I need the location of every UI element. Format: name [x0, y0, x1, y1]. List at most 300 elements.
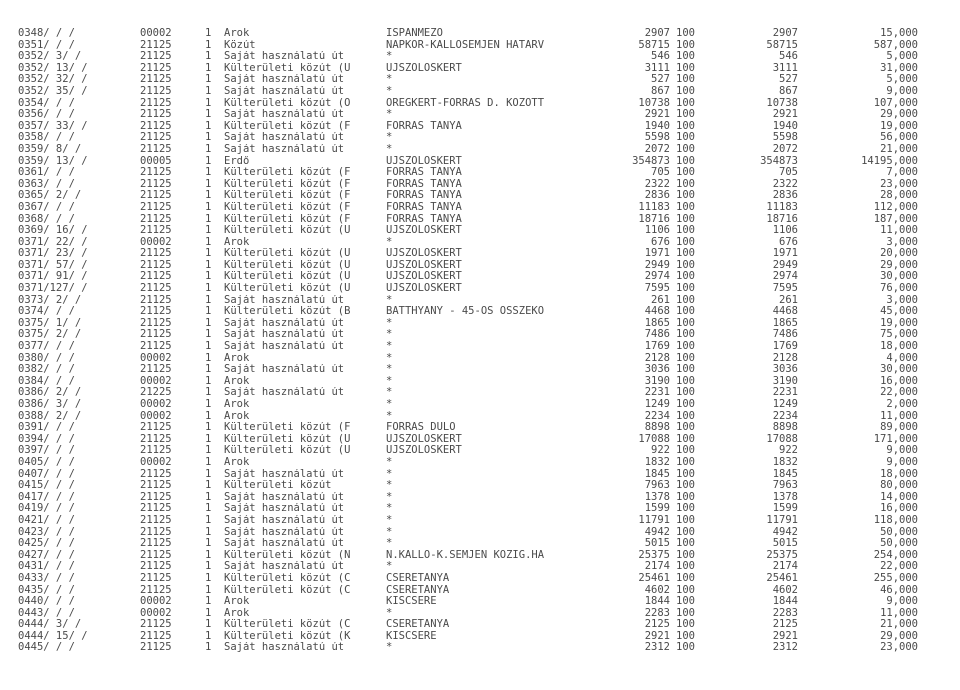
count: 1 — [205, 583, 212, 596]
location-name: * — [386, 399, 393, 410]
land-use-description: Külterületi közút (F — [224, 201, 351, 213]
area-value: 1249 — [644, 398, 670, 410]
parcel-number: 0368/ / / — [18, 212, 75, 225]
share-percent: 100 — [676, 73, 695, 86]
area-value: 25375 — [638, 548, 670, 561]
table-row — [0, 596, 960, 608]
area-share-value: 1599 — [772, 502, 798, 515]
count: 1 — [205, 351, 212, 364]
area-value: 922 — [651, 444, 670, 457]
share-percent: 100 — [676, 479, 695, 492]
table-row — [0, 399, 960, 411]
share-percent: 100 — [676, 513, 695, 526]
category-code: 21125 — [140, 61, 172, 74]
parcel-number: 0365/ 2/ / — [18, 189, 82, 202]
share-percent: 100 — [676, 142, 695, 155]
area-share-value: 3111 — [772, 61, 798, 74]
area-value: 11791 — [638, 513, 670, 526]
share-percent: 100 — [676, 525, 695, 538]
category-code: 21125 — [140, 177, 172, 190]
location-name: ÚJSZŐLŐSKERT — [386, 248, 462, 260]
land-use-description: Saját használatú út — [224, 561, 345, 573]
location-name: ÚJSZŐLŐSKERT — [386, 225, 462, 237]
assessed-value: 45,000 — [880, 305, 918, 318]
parcel-number: 0391/ / / — [18, 421, 75, 434]
area-share-value: 5015 — [772, 537, 798, 550]
location-name: FORRÁS TANYA — [386, 201, 462, 213]
area-value: 2072 — [644, 142, 670, 155]
parcel-number: 0358/ / / — [18, 131, 75, 144]
share-percent: 100 — [676, 177, 695, 190]
parcel-number: 0369/ 16/ / — [18, 224, 88, 237]
share-percent: 100 — [676, 374, 695, 387]
category-code: 21125 — [140, 119, 172, 132]
area-share-value: 1832 — [772, 455, 798, 468]
land-use-description: Saját használatú út — [224, 329, 345, 341]
assessed-value: 29,000 — [880, 108, 918, 121]
count: 1 — [205, 212, 212, 225]
parcel-number: 0375/ 1/ / — [18, 316, 82, 329]
assessed-value: 89,000 — [880, 421, 918, 434]
area-share-value: 2072 — [772, 142, 798, 155]
location-name: * — [386, 236, 393, 248]
parcel-number: 0421/ / / — [18, 513, 75, 526]
count: 1 — [205, 119, 212, 132]
category-code: 00002 — [140, 235, 172, 248]
share-percent: 100 — [676, 444, 695, 457]
land-use-description: Külterületi közút (F — [224, 167, 351, 179]
parcel-number: 0371/ 57/ / — [18, 258, 88, 271]
assessed-value: 187,000 — [873, 212, 918, 225]
land-use-description: Külterületi közút (Ü — [224, 283, 351, 295]
area-value: 2174 — [644, 560, 670, 573]
share-percent: 100 — [676, 166, 695, 179]
area-share-value: 1940 — [772, 119, 798, 132]
land-use-description: Saját használatú út — [224, 109, 345, 121]
area-value: 17088 — [638, 432, 670, 445]
parcel-number: 0361/ / / — [18, 166, 75, 179]
category-code: 21125 — [140, 548, 172, 561]
parcel-number: 0371/ 22/ / — [18, 235, 88, 248]
location-name: * — [386, 642, 393, 654]
location-name: * — [386, 514, 393, 526]
location-name: CSERETANYA — [386, 619, 450, 631]
table-row — [0, 283, 960, 295]
land-use-description: Külterületi közút (K — [224, 630, 351, 642]
area-value: 2921 — [644, 108, 670, 121]
location-name: * — [386, 329, 393, 341]
area-value: 11183 — [638, 200, 670, 213]
parcel-number: 0357/ 33/ / — [18, 119, 88, 132]
land-use-description: Árok — [224, 375, 250, 387]
category-code: 21125 — [140, 444, 172, 457]
parcel-number: 0371/127/ / — [18, 282, 88, 295]
share-percent: 100 — [676, 467, 695, 480]
location-name: ÚJSZŐLŐSKERT — [386, 155, 462, 167]
area-value: 7595 — [644, 282, 670, 295]
land-use-description: Saját használatú út — [224, 85, 345, 97]
share-percent: 100 — [676, 200, 695, 213]
land-use-description: Saját használatú út — [224, 132, 345, 144]
area-value: 2128 — [644, 351, 670, 364]
share-percent: 100 — [676, 583, 695, 596]
land-use-description: Saját használatú út — [224, 51, 345, 63]
area-value: 1769 — [644, 340, 670, 353]
category-code: 00002 — [140, 455, 172, 468]
count: 1 — [205, 84, 212, 97]
share-percent: 100 — [676, 84, 695, 97]
count: 1 — [205, 455, 212, 468]
location-name: ÚJSZŐLŐSKERT — [386, 445, 462, 457]
parcel-number: 0419/ / / — [18, 502, 75, 515]
category-code: 00002 — [140, 374, 172, 387]
area-value: 1844 — [644, 595, 670, 608]
share-percent: 100 — [676, 224, 695, 237]
location-name: * — [386, 456, 393, 468]
parcel-number: 0354/ / / — [18, 96, 75, 109]
area-share-value: 1106 — [772, 224, 798, 237]
category-code: 21125 — [140, 247, 172, 260]
share-percent: 100 — [676, 247, 695, 260]
parcel-number: 0433/ / / — [18, 571, 75, 584]
assessed-value: 11,000 — [880, 606, 918, 619]
parcel-number: 0417/ / / — [18, 490, 75, 503]
category-code: 21125 — [140, 513, 172, 526]
location-name: ÖREGKERT-FORRÁS D. KÖZÖTT — [386, 97, 545, 109]
count: 1 — [205, 525, 212, 538]
table-row — [0, 457, 960, 469]
parcel-number: 0440/ / / — [18, 595, 75, 608]
area-share-value: 2921 — [772, 629, 798, 642]
area-share-value: 11791 — [766, 513, 798, 526]
share-percent: 100 — [676, 212, 695, 225]
category-code: 00002 — [140, 595, 172, 608]
count: 1 — [205, 479, 212, 492]
land-use-description: Külterületi közút (F — [224, 178, 351, 190]
area-value: 3190 — [644, 374, 670, 387]
parcel-number: 0444/ 15/ / — [18, 629, 88, 642]
land-use-description: Saját használatú út — [224, 642, 345, 654]
location-name: * — [386, 526, 393, 538]
share-percent: 100 — [676, 61, 695, 74]
count: 1 — [205, 293, 212, 306]
area-share-value: 8898 — [772, 421, 798, 434]
location-name: ÚJSZŐLŐSKERT — [386, 62, 462, 74]
table-row — [0, 642, 960, 654]
land-use-description: Árok — [224, 410, 250, 422]
land-use-description: Külterületi közút (C — [224, 584, 351, 596]
assessed-value: 9,000 — [886, 455, 918, 468]
category-code: 21125 — [140, 84, 172, 97]
category-code: 21125 — [140, 258, 172, 271]
count: 1 — [205, 258, 212, 271]
assessed-value: 80,000 — [880, 479, 918, 492]
share-percent: 100 — [676, 548, 695, 561]
count: 1 — [205, 61, 212, 74]
land-use-description: Külterületi közút (Ü — [224, 433, 351, 445]
area-value: 2974 — [644, 270, 670, 283]
count: 1 — [205, 432, 212, 445]
parcel-number: 0367/ / / — [18, 200, 75, 213]
area-value: 8898 — [644, 421, 670, 434]
assessed-value: 22,000 — [880, 560, 918, 573]
area-share-value: 10738 — [766, 96, 798, 109]
parcel-number: 0377/ / / — [18, 340, 75, 353]
location-name: FORRÁS TANYA — [386, 178, 462, 190]
area-share-value: 2921 — [772, 108, 798, 121]
count: 1 — [205, 571, 212, 584]
area-value: 5015 — [644, 537, 670, 550]
category-code: 21125 — [140, 142, 172, 155]
land-use-description: Külterületi közút (F — [224, 422, 351, 434]
land-use-description: Külterületi közút (F — [224, 120, 351, 132]
share-percent: 100 — [676, 38, 695, 51]
count: 1 — [205, 270, 212, 283]
land-use-description: Külterületi közút (Ü — [224, 248, 351, 260]
table-row — [0, 341, 960, 353]
assessed-value: 112,000 — [873, 200, 918, 213]
category-code: 21125 — [140, 73, 172, 86]
area-value: 2312 — [644, 641, 670, 654]
parcel-number: 0373/ 2/ / — [18, 293, 82, 306]
area-share-value: 4602 — [772, 583, 798, 596]
parcel-number: 0380/ / / — [18, 351, 75, 364]
assessed-value: 171,000 — [873, 432, 918, 445]
count: 1 — [205, 224, 212, 237]
assessed-value: 9,000 — [886, 84, 918, 97]
area-share-value: 2234 — [772, 409, 798, 422]
area-value: 7486 — [644, 328, 670, 341]
count: 1 — [205, 629, 212, 642]
count: 1 — [205, 513, 212, 526]
parcel-number: 0371/ 91/ / — [18, 270, 88, 283]
land-use-description: Árok — [224, 236, 250, 248]
parcel-number: 0388/ 2/ / — [18, 409, 82, 422]
land-use-description: Saját használatú út — [224, 364, 345, 376]
location-name: CSERETANYA — [386, 572, 450, 584]
share-percent: 100 — [676, 502, 695, 515]
category-code: 21125 — [140, 571, 172, 584]
location-name: KISCSERE — [386, 630, 437, 642]
assessed-value: 18,000 — [880, 467, 918, 480]
category-code: 21125 — [140, 305, 172, 318]
area-value: 1106 — [644, 224, 670, 237]
parcel-number: 0423/ / / — [18, 525, 75, 538]
assessed-value: 50,000 — [880, 537, 918, 550]
category-code: 21125 — [140, 467, 172, 480]
land-use-description: Saját használatú út — [224, 526, 345, 538]
land-use-description: Külterületi közút (Ö — [224, 97, 351, 109]
category-code: 21125 — [140, 479, 172, 492]
area-value: 4468 — [644, 305, 670, 318]
parcel-number: 0352/ 32/ / — [18, 73, 88, 86]
land-use-description: Saját használatú út — [224, 538, 345, 550]
assessed-value: 46,000 — [880, 583, 918, 596]
table-row — [0, 86, 960, 98]
location-name: FORRÁS TANYA — [386, 190, 462, 202]
share-percent: 100 — [676, 363, 695, 376]
count: 1 — [205, 421, 212, 434]
location-name: * — [386, 85, 393, 97]
assessed-value: 118,000 — [873, 513, 918, 526]
area-value: 2234 — [644, 409, 670, 422]
count: 1 — [205, 409, 212, 422]
area-share-value: 25461 — [766, 571, 798, 584]
count: 1 — [205, 305, 212, 318]
area-share-value: 2174 — [772, 560, 798, 573]
share-percent: 100 — [676, 96, 695, 109]
location-name: ISPÁNMEZŐ — [386, 28, 443, 39]
count: 1 — [205, 618, 212, 631]
land-use-description: Árok — [224, 352, 250, 364]
location-name: * — [386, 503, 393, 515]
area-value: 1971 — [644, 247, 670, 260]
area-value: 527 — [651, 73, 670, 86]
location-name: FORRÁS TANYA — [386, 120, 462, 132]
share-percent: 100 — [676, 432, 695, 445]
area-share-value: 3190 — [772, 374, 798, 387]
assessed-value: 7,000 — [886, 166, 918, 179]
assessed-value: 75,000 — [880, 328, 918, 341]
assessed-value: 23,000 — [880, 641, 918, 654]
count: 1 — [205, 247, 212, 260]
assessed-value: 5,000 — [886, 50, 918, 63]
category-code: 00005 — [140, 154, 172, 167]
location-name: * — [386, 468, 393, 480]
share-percent: 100 — [676, 305, 695, 318]
location-name: * — [386, 410, 393, 422]
share-percent: 100 — [676, 282, 695, 295]
parcel-number: 0407/ / / — [18, 467, 75, 480]
parcel-number: 0405/ / / — [18, 455, 75, 468]
table-row — [0, 538, 960, 550]
parcel-number: 0359/ 8/ / — [18, 142, 82, 155]
category-code: 21125 — [140, 432, 172, 445]
area-share-value: 527 — [779, 73, 798, 86]
parcel-number: 0363/ / / — [18, 177, 75, 190]
category-code: 21125 — [140, 38, 172, 51]
location-name: * — [386, 561, 393, 573]
parcel-number: 0386/ 2/ / — [18, 386, 82, 399]
count: 1 — [205, 444, 212, 457]
land-use-description: Árok — [224, 596, 250, 608]
count: 1 — [205, 200, 212, 213]
location-name: ÚJSZŐLŐSKERT — [386, 271, 462, 283]
assessed-value: 2,000 — [886, 398, 918, 410]
category-code: 21125 — [140, 641, 172, 654]
area-share-value: 2974 — [772, 270, 798, 283]
area-share-value: 1844 — [772, 595, 798, 608]
share-percent: 100 — [676, 235, 695, 248]
parcel-number: 0375/ 2/ / — [18, 328, 82, 341]
land-use-description: Külterületi közút (Ü — [224, 271, 351, 283]
assessed-value: 5,000 — [886, 73, 918, 86]
area-share-value: 1845 — [772, 467, 798, 480]
assessed-value: 56,000 — [880, 131, 918, 144]
assessed-value: 28,000 — [880, 189, 918, 202]
location-name: ÚJSZŐLŐSKERT — [386, 259, 462, 271]
area-share-value: 18716 — [766, 212, 798, 225]
share-percent: 100 — [676, 409, 695, 422]
table-row — [0, 109, 960, 121]
land-use-description: Saját használatú út — [224, 294, 345, 306]
parcel-number: 0431/ / / — [18, 560, 75, 573]
count: 1 — [205, 363, 212, 376]
assessed-value: 50,000 — [880, 525, 918, 538]
parcel-number: 0351/ / / — [18, 38, 75, 51]
category-code: 21125 — [140, 328, 172, 341]
assessed-value: 3,000 — [886, 293, 918, 306]
count: 1 — [205, 537, 212, 550]
area-share-value: 546 — [779, 50, 798, 63]
location-name: * — [386, 607, 393, 619]
category-code: 21125 — [140, 108, 172, 121]
parcel-number: 0425/ / / — [18, 537, 75, 550]
area-share-value: 7486 — [772, 328, 798, 341]
assessed-value: 19,000 — [880, 316, 918, 329]
location-name: FORRÁS TANYA — [386, 213, 462, 225]
location-name: * — [386, 375, 393, 387]
assessed-value: 22,000 — [880, 386, 918, 399]
location-name: BATTHYÁNY - 45-ÖS ÖSSZEKÖ — [386, 306, 545, 318]
category-code: 00002 — [140, 606, 172, 619]
area-share-value: 1249 — [772, 398, 798, 410]
area-value: 1865 — [644, 316, 670, 329]
category-code: 21125 — [140, 282, 172, 295]
count: 1 — [205, 502, 212, 515]
location-name: N.KÁLLÓ-K.SEMJÉN KÖZIG.HA — [386, 549, 545, 561]
parcel-number: 0415/ / / — [18, 479, 75, 492]
land-use-description: Árok — [224, 607, 250, 619]
share-percent: 100 — [676, 641, 695, 654]
share-percent: 100 — [676, 629, 695, 642]
parcel-number: 0427/ / / — [18, 548, 75, 561]
assessed-value: 30,000 — [880, 363, 918, 376]
share-percent: 100 — [676, 258, 695, 271]
location-name: FORRÁS DŰLŐ — [386, 422, 456, 434]
assessed-value: 255,000 — [873, 571, 918, 584]
location-name: * — [386, 480, 393, 492]
count: 1 — [205, 548, 212, 561]
parcel-table — [0, 28, 960, 654]
land-use-description: Saját használatú út — [224, 74, 345, 86]
area-value: 2125 — [644, 618, 670, 631]
area-value: 1845 — [644, 467, 670, 480]
area-value: 354873 — [632, 154, 670, 167]
parcel-number: 0371/ 23/ / — [18, 247, 88, 260]
table-row — [0, 573, 960, 585]
assessed-value: 587,000 — [873, 38, 918, 51]
assessed-value: 4,000 — [886, 351, 918, 364]
assessed-value: 107,000 — [873, 96, 918, 109]
land-use-description: Külterületi közút (Ü — [224, 445, 351, 457]
area-value: 676 — [651, 235, 670, 248]
area-value: 1378 — [644, 490, 670, 503]
count: 1 — [205, 386, 212, 399]
count: 1 — [205, 560, 212, 573]
share-percent: 100 — [676, 606, 695, 619]
land-use-description: Közút — [224, 39, 256, 51]
assessed-value: 21,000 — [880, 618, 918, 631]
land-use-description: Saját használatú út — [224, 387, 345, 399]
area-share-value: 2125 — [772, 618, 798, 631]
land-use-description: Árok — [224, 399, 250, 410]
area-share-value: 354873 — [760, 154, 798, 167]
land-use-description: Saját használatú út — [224, 317, 345, 329]
share-percent: 100 — [676, 131, 695, 144]
category-code: 00002 — [140, 351, 172, 364]
assessed-value: 16,000 — [880, 502, 918, 515]
